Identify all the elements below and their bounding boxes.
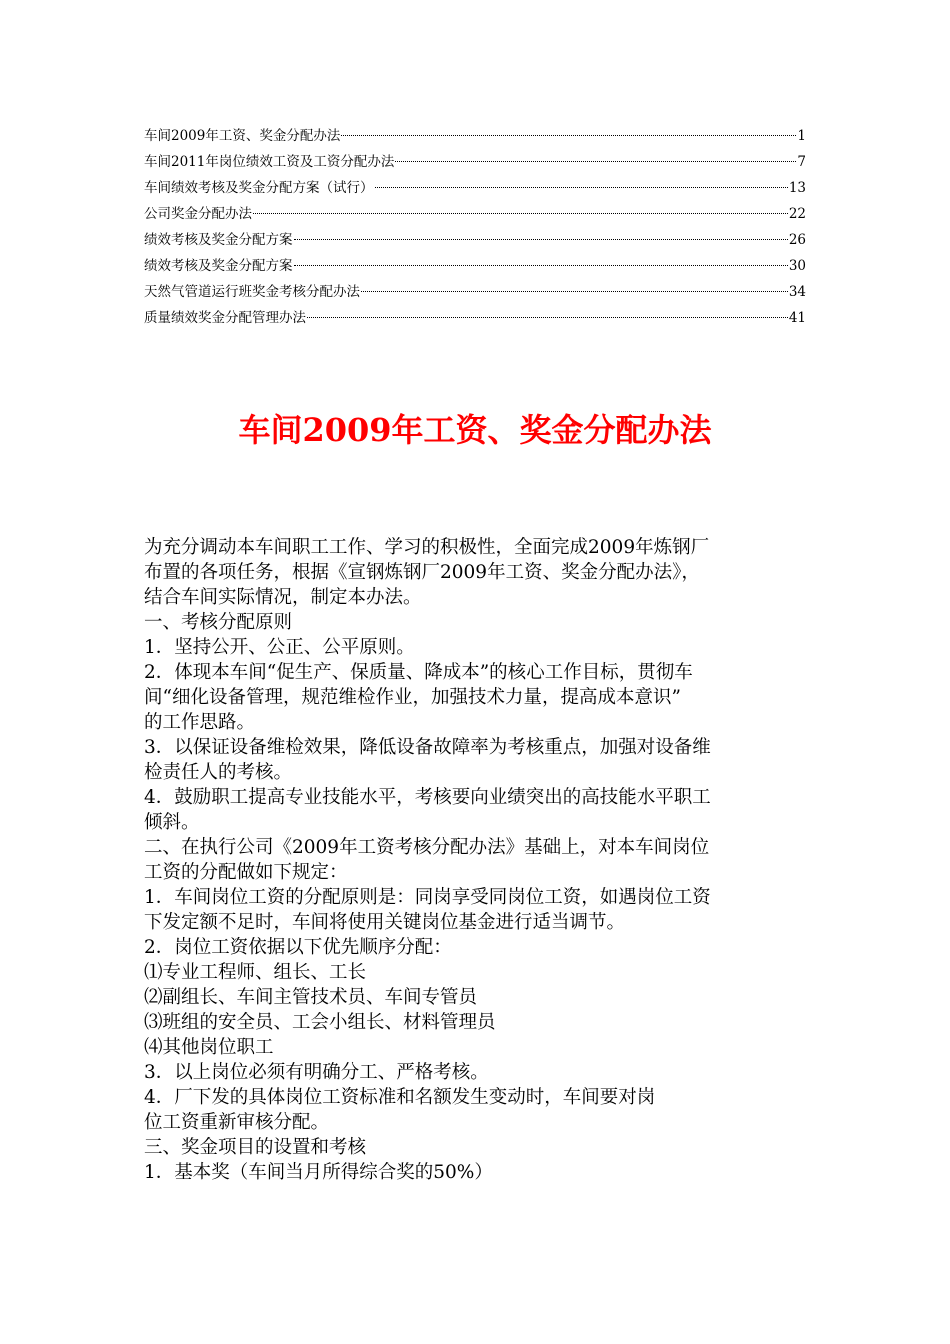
body-line: 2．体现本车间“促生产、保质量、降成本”的核心工作目标，贯彻车	[144, 662, 693, 683]
body-line: ⑵副组长、车间主管技术员、车间专管员	[144, 987, 478, 1008]
body-line: ⑴专业工程师、组长、工长	[144, 962, 367, 983]
body-line: 2．岗位工资依据以下优先顺序分配：	[144, 937, 452, 958]
body-line: ⑶班组的安全员、工会小组长、材料管理员	[144, 1012, 496, 1033]
toc-entry-title: 绩效考核及奖金分配方案	[144, 258, 293, 274]
body-line: 3．以保证设备维检效果，降低设备故障率为考核重点，加强对设备维	[144, 737, 711, 758]
body-line: 位工资重新审核分配。	[144, 1112, 330, 1133]
toc-entry[interactable]	[144, 282, 806, 308]
body-line: 的工作思路。	[144, 712, 256, 733]
toc-entry-title: 公司奖金分配办法	[144, 206, 252, 222]
toc-entry-title: 车间绩效考核及奖金分配方案（试行）	[144, 180, 374, 196]
section-heading: 一、考核分配原则	[144, 612, 293, 633]
toc-leader-dots	[395, 161, 796, 162]
toc-entry-title: 天然气管道运行班奖金考核分配办法	[144, 284, 360, 300]
body-line: 3．以上岗位必须有明确分工、严格考核。	[144, 1062, 489, 1083]
body-line: 结合车间实际情况，制定本办法。	[144, 587, 422, 608]
toc-entry[interactable]	[144, 178, 806, 204]
body-line: 4．厂下发的具体岗位工资标准和名额发生变动时，车间要对岗	[144, 1087, 656, 1108]
body-line: 4．鼓励职工提高专业技能水平，考核要向业绩突出的高技能水平职工	[144, 787, 711, 808]
toc-leader-dots	[307, 317, 788, 318]
body-line: 倾斜。	[144, 812, 200, 833]
section-heading: 三、奖金项目的设置和考核	[144, 1137, 367, 1158]
body-line: 布置的各项任务，根据《宣钢炼钢厂2009年工资、奖金分配办法》，	[144, 562, 700, 583]
toc-leader-dots	[294, 265, 788, 266]
toc-leader-dots	[375, 187, 788, 188]
toc-entry-page: 30	[788, 258, 806, 274]
body-line: 间“细化设备管理，规范维检作业，加强技术力量，提高成本意识”	[144, 687, 681, 708]
body-line: 为充分调动本车间职工工作、学习的积极性，全面完成2009年炼钢厂	[144, 537, 710, 558]
toc-entry[interactable]	[144, 256, 806, 282]
document-body	[144, 535, 808, 1185]
toc-entry-title: 车间2009年工资、奖金分配办法	[144, 128, 341, 144]
body-line: 1．坚持公开、公正、公平原则。	[144, 637, 415, 658]
body-line: 下发定额不足时，车间将使用关键岗位基金进行适当调节。	[144, 912, 626, 933]
toc-leader-dots	[294, 239, 788, 240]
body-line: ⑷其他岗位职工	[144, 1037, 274, 1058]
toc-leader-dots	[361, 291, 788, 292]
toc-leader-dots	[253, 213, 788, 214]
toc-entry-page: 34	[788, 284, 806, 300]
toc-entry-page: 13	[788, 180, 806, 196]
toc-entry-title: 质量绩效奖金分配管理办法	[144, 310, 306, 326]
table-of-contents	[144, 126, 806, 334]
toc-entry-page: 7	[797, 154, 806, 170]
body-line: 检责任人的考核。	[144, 762, 293, 783]
toc-entry-page: 1	[797, 128, 806, 144]
toc-entry-page: 26	[788, 232, 806, 248]
toc-leader-dots	[341, 135, 796, 136]
document-title: 车间2009年工资、奖金分配办法	[238, 411, 712, 449]
toc-entry[interactable]	[144, 308, 806, 334]
toc-entry-page: 22	[788, 206, 806, 222]
section-heading: 二、在执行公司《2009年工资考核分配办法》基础上，对本车间岗位	[144, 837, 710, 858]
toc-entry-title: 绩效考核及奖金分配方案	[144, 232, 293, 248]
body-line: 工资的分配做如下规定：	[144, 862, 348, 883]
toc-entry-page: 41	[788, 310, 806, 326]
body-line: 1．车间岗位工资的分配原则是：同岗享受同岗位工资，如遇岗位工资	[144, 887, 711, 908]
toc-entry[interactable]	[144, 126, 806, 152]
toc-entry[interactable]	[144, 204, 806, 230]
toc-entry[interactable]	[144, 152, 806, 178]
toc-entry-title: 车间2011年岗位绩效工资及工资分配办法	[144, 154, 395, 170]
toc-entry[interactable]	[144, 230, 806, 256]
body-line: 1．基本奖（车间当月所得综合奖的50%）	[144, 1162, 493, 1183]
